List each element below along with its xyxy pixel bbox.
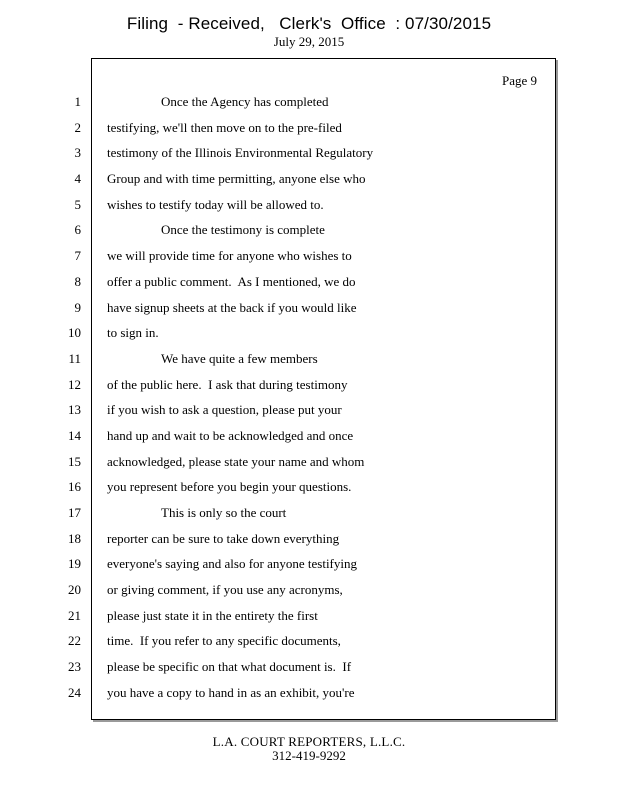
line-number: 16 xyxy=(68,479,81,495)
transcript-line: offer a public comment. As I mentioned, we do xyxy=(107,273,356,289)
transcript-line: of the public here. I ask that during testimony xyxy=(107,376,348,392)
transcript-line: please just state it in the entirety the first xyxy=(107,607,318,623)
transcript-line: time. If you refer to any specific documents, xyxy=(107,633,341,649)
line-number: 24 xyxy=(68,684,81,700)
line-number: 14 xyxy=(68,427,81,443)
transcript-line: to sign in. xyxy=(107,325,159,341)
line-number: 19 xyxy=(68,556,81,572)
transcript-line: please be specific on that what document is. If xyxy=(107,659,352,675)
line-number: 22 xyxy=(68,633,81,649)
transcript-line: testifying, we'll then move on to the pre-filed xyxy=(107,119,342,135)
transcript-line: if you wish to ask a question, please put your xyxy=(107,402,342,418)
line-number: 3 xyxy=(74,145,81,161)
transcript-line: you have a copy to hand in as an exhibit, you're xyxy=(107,684,355,700)
transcript-date: July 29, 2015 xyxy=(273,34,345,49)
transcript-body xyxy=(107,93,547,710)
line-number: 13 xyxy=(68,402,81,418)
line-number: 18 xyxy=(68,530,81,546)
line-number: 4 xyxy=(74,171,81,187)
line-number: 20 xyxy=(68,582,81,598)
transcript-line: testimony of the Illinois Environmental Regulatory xyxy=(107,145,374,161)
line-number: 12 xyxy=(68,376,81,392)
court-reporter-company: L.A. COURT REPORTERS, L.L.C. xyxy=(212,734,406,749)
transcript-line: wishes to testify today will be allowed to. xyxy=(107,196,324,212)
court-reporter-phone: 312-419-9292 xyxy=(272,748,346,763)
transcript-line: have signup sheets at the back if you would like xyxy=(107,299,357,315)
transcript-line: Once the Agency has completed xyxy=(161,94,329,109)
line-number: 8 xyxy=(74,273,81,289)
line-number: 11 xyxy=(68,350,81,366)
transcript-line: you represent before you begin your questions. xyxy=(107,479,352,495)
line-number-column xyxy=(0,93,81,710)
page-number: Page 9 xyxy=(501,73,537,88)
transcript-line: This is only so the court xyxy=(161,505,287,520)
transcript-line: or giving comment, if you use any acronyms, xyxy=(107,582,343,598)
transcript-line: acknowledged, please state your name and whom xyxy=(107,453,365,469)
line-number: 1 xyxy=(74,94,81,109)
transcript-line: reporter can be sure to take down everything xyxy=(107,530,340,546)
line-number: 5 xyxy=(74,196,81,212)
transcript-line: hand up and wait to be acknowledged and once xyxy=(107,427,354,443)
transcript-line: we will provide time for anyone who wishes to xyxy=(107,248,352,264)
transcript-line: Once the testimony is complete xyxy=(161,222,325,238)
line-number: 21 xyxy=(68,607,81,623)
transcript-line: We have quite a few members xyxy=(161,350,318,366)
transcript-line: Group and with time permitting, anyone else who xyxy=(107,171,366,187)
line-number: 9 xyxy=(74,299,81,315)
line-number: 2 xyxy=(74,119,81,135)
line-number: 10 xyxy=(68,325,81,341)
line-number: 17 xyxy=(68,505,81,520)
line-number: 15 xyxy=(68,453,81,469)
filing-stamp: Filing - Received, Clerk's Office : 07/30/2015 xyxy=(126,14,492,33)
line-number: 23 xyxy=(68,659,81,675)
line-number: 6 xyxy=(74,222,81,238)
transcript-line: everyone's saying and also for anyone testifying xyxy=(107,556,357,572)
line-number: 7 xyxy=(74,248,81,264)
